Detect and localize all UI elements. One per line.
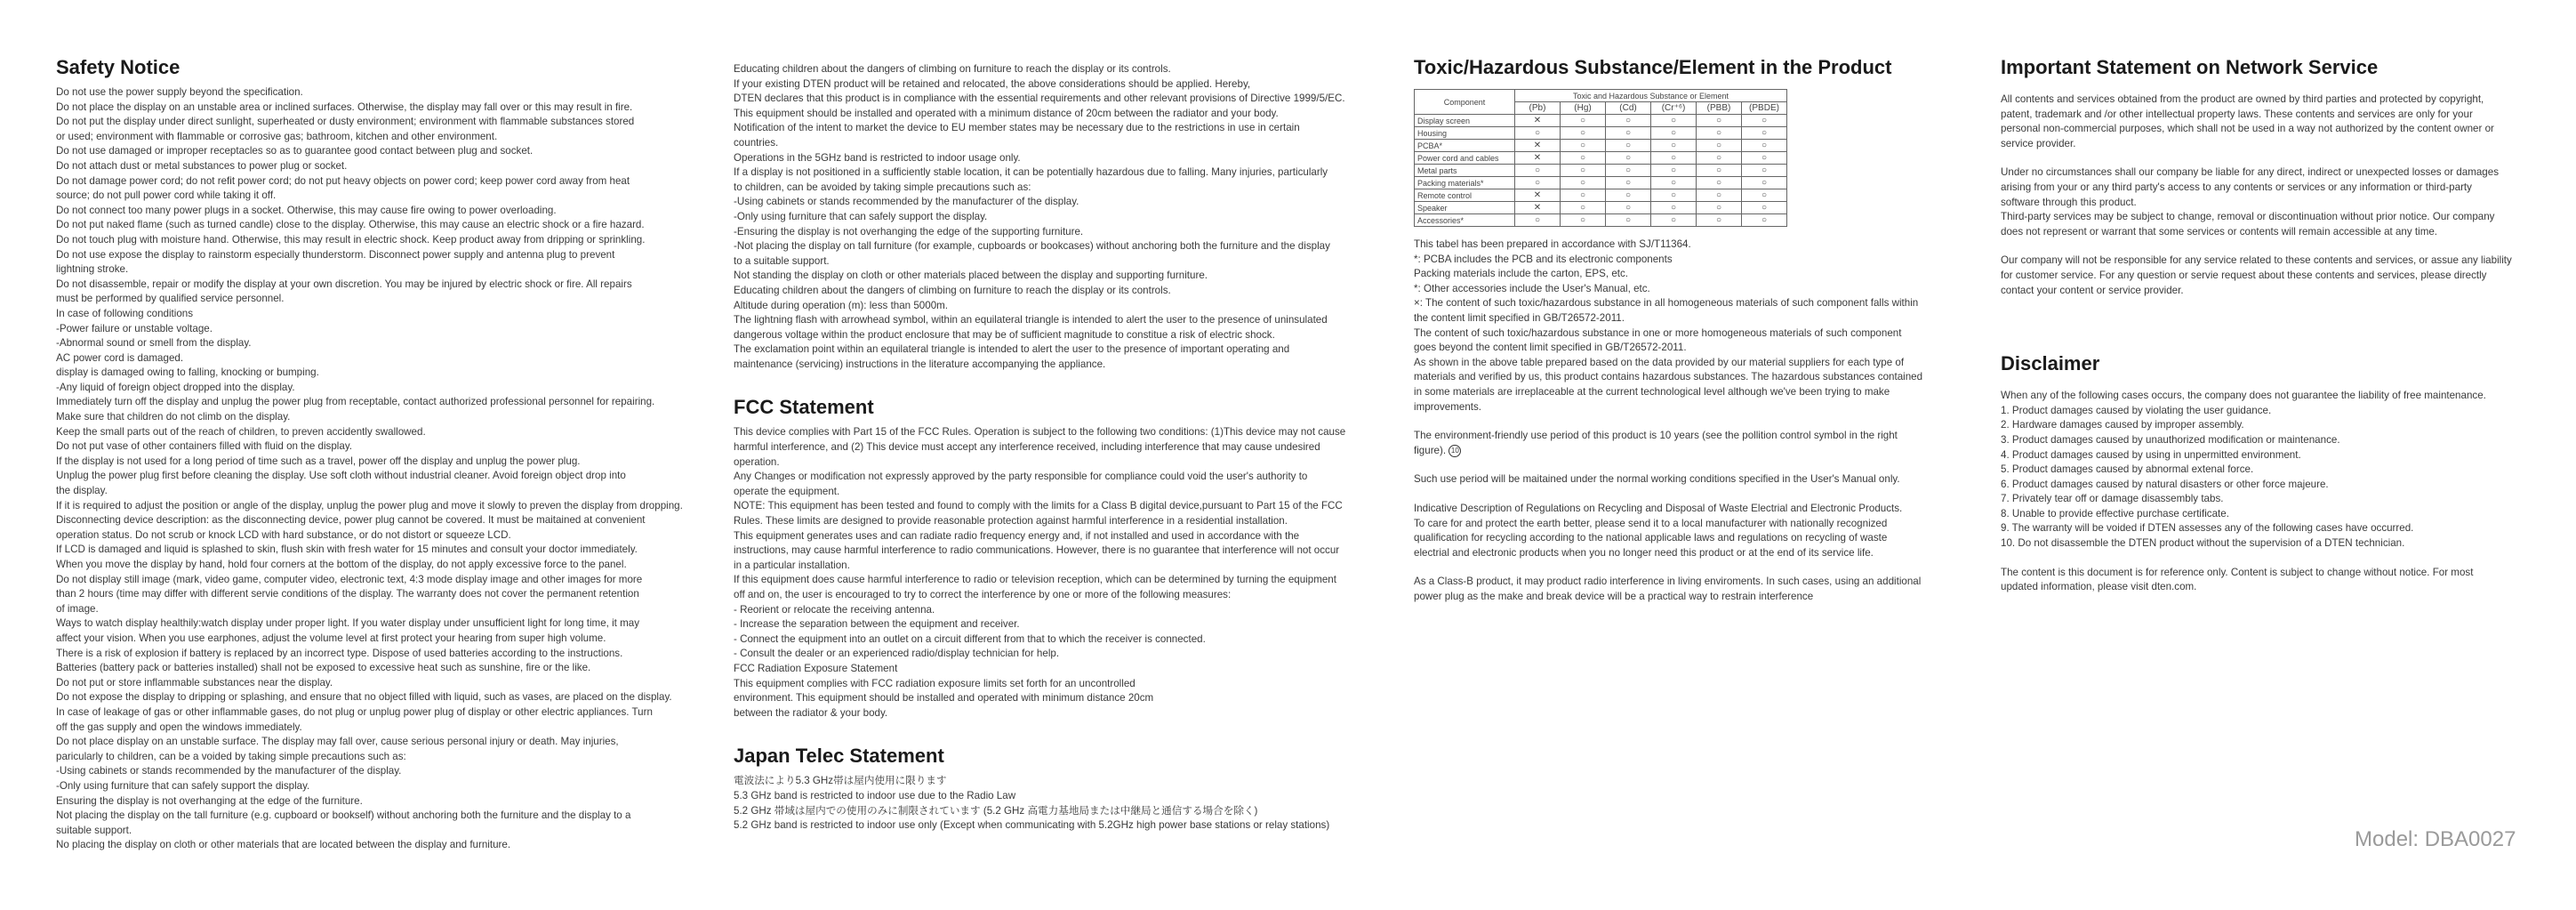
text-line: service provider. bbox=[2001, 137, 2076, 149]
japan-telec-body bbox=[734, 774, 1383, 833]
text-line: Altitude during operation (m): less than 5000m. bbox=[734, 299, 949, 311]
text-line: Do not put or store inflammable substances near the display. bbox=[56, 676, 333, 689]
table-row bbox=[1415, 165, 1787, 177]
toxic-substance-section bbox=[1414, 55, 1961, 604]
text-line: This device complies with Part 15 of the FCC Rules. Operation is subject to the following two conditions: (1)This device may not cause bbox=[734, 426, 1346, 439]
text-line: There is a risk of explosion if battery is replaced by an incorrect type. Dispose of used batteries according to the instructions. bbox=[56, 647, 623, 659]
text-line: contact your content or service provider. bbox=[2001, 284, 2184, 296]
substance-mark: ○ bbox=[1742, 140, 1787, 152]
network-service-title: Important Statement on Network Service bbox=[2001, 56, 2379, 78]
recycling-text bbox=[1414, 502, 1961, 560]
fcc-statement-body bbox=[734, 425, 1383, 721]
text-line: countries. bbox=[734, 136, 779, 149]
substance-mark: ○ bbox=[1697, 140, 1742, 152]
text-line: Educating children about the dangers of climbing on furniture to reach the display or its controls. bbox=[734, 63, 1171, 75]
text-line: harmful interference, and (2) This device must accept any interference received, including interference that may cause undesired bbox=[734, 441, 1320, 454]
substance-mark: ✕ bbox=[1515, 202, 1561, 214]
text-line: Do not expose the display to dripping or splashing, and ensure that no object filled with liquid, such as vases, are placed on the display. bbox=[56, 691, 672, 704]
text-line: between the radiator & your body. bbox=[734, 706, 888, 719]
text-line: -Ensuring the display is not overhanging the edge of the supporting furniture. bbox=[734, 225, 1084, 238]
text-line: In case of leakage of gas or other inflammable gases, do not plug or unplug power plug of display or other electric appliances. Turn bbox=[56, 705, 653, 718]
text-line: power plug as the make and break device will be a practical way to restrain interference bbox=[1414, 590, 1814, 602]
text-line: Do not connect too many power plugs in a socket. Otherwise, this may cause fire owing to power overloading. bbox=[56, 204, 557, 216]
text-line: Do not display still image (mark, video game, computer video, electronic text, 4:3 mode display image and other images for more bbox=[56, 573, 643, 585]
text-line: FCC Radiation Exposure Statement bbox=[734, 662, 898, 674]
text-line: software through this product. bbox=[2001, 196, 2137, 208]
text-line: This tabel has been prepared in accordance with SJ/T11364. bbox=[1414, 238, 1691, 250]
text-line: Do not damage power cord; do not refit power cord; do not put heavy objects on power cord; keep power cord away from heat bbox=[56, 174, 630, 187]
substance-mark: ○ bbox=[1651, 115, 1697, 127]
text-line: Operations in the 5GHz band is restricted to indoor usage only. bbox=[734, 151, 1021, 164]
substance-mark: ○ bbox=[1697, 189, 1742, 202]
text-line: of image. bbox=[56, 602, 99, 615]
substance-mark: ○ bbox=[1561, 214, 1606, 227]
text-line: 4. Product damages caused by using in unpermitted environment. bbox=[2001, 448, 2301, 461]
disclaimer-body bbox=[2001, 389, 2548, 552]
table-row bbox=[1415, 177, 1787, 189]
text-line: When you move the display by hand, hold four corners at the bottom of the display, do not apply excessive force to the panel. bbox=[56, 559, 627, 570]
text-line: As shown in the above table prepared based on the data provided by our material suppliers for each type of bbox=[1414, 356, 1905, 368]
text-line: Batteries (battery pack or batteries installed) shall not be exposed to excessive heat such as sunshine, fire or the like. bbox=[56, 662, 591, 674]
class-b-text bbox=[1414, 575, 1961, 604]
text-line: Do not put the display under direct sunlight, superheated or dusty environment; environment with flammable substances stored bbox=[56, 116, 635, 128]
component-name: Remote control bbox=[1415, 189, 1515, 202]
disclaimer-intro: When any of the following cases occurs, the company does not guarantee the liability of free maintenance. bbox=[2001, 390, 2486, 402]
text-line: 6. Product damages caused by natural disasters or other force majeure. bbox=[2001, 478, 2329, 490]
text-line: -Power failure or unstable voltage. bbox=[56, 322, 213, 334]
component-name: Packing materials* bbox=[1415, 177, 1515, 189]
text-line: This equipment should be installed and operated with a minimum distance of 20cm between the radiator and your body. bbox=[734, 107, 1279, 119]
eco-period-text bbox=[1414, 429, 1961, 458]
substance-mark: ○ bbox=[1515, 177, 1561, 189]
toxic-substance-table bbox=[1414, 89, 1787, 227]
text-line: must be performed by qualified service personnel. bbox=[56, 293, 285, 305]
text-line: Not standing the display on cloth or other materials placed between the display and supporting furniture. bbox=[734, 270, 1208, 282]
network-disclaimer-column bbox=[2001, 55, 2548, 595]
text-line: Educating children about the dangers of climbing on furniture to reach the display or its controls. bbox=[734, 284, 1171, 296]
text-line: -Only using furniture that can safely support the display. bbox=[734, 210, 988, 222]
text-line: Under no circumstances shall our company be liable for any direct, indirect or unexpected losses or damages bbox=[2001, 166, 2500, 179]
text-line: 3. Product damages caused by unauthorized modification or maintenance. bbox=[2001, 433, 2340, 446]
text-line: arising from your or any third party's access to any contents or services or any information or third-party bbox=[2001, 181, 2472, 193]
substance-mark: ○ bbox=[1651, 202, 1697, 214]
network-service-p2 bbox=[2001, 165, 2548, 239]
text-line: personal non-commercial purposes, which shall not be used in a way not authorized by the content owner or bbox=[2001, 123, 2494, 135]
fcc-statement-title: FCC Statement bbox=[734, 396, 874, 419]
substance-mark: ○ bbox=[1606, 115, 1651, 127]
substance-mark: ○ bbox=[1742, 214, 1787, 227]
text-line: - Increase the separation between the equipment and receiver. bbox=[734, 618, 1020, 631]
substance-mark: ○ bbox=[1742, 165, 1787, 177]
text-line: -Using cabinets or stands recommended by the manufacturer of the display. bbox=[734, 196, 1079, 208]
text-line: - Connect the equipment into an outlet on a circuit different from that to which the receiver is connected. bbox=[734, 632, 1206, 645]
text-line: Packing materials include the carton, EPS, etc. bbox=[1414, 268, 1629, 280]
japan-telec-title: Japan Telec Statement bbox=[734, 745, 944, 768]
text-line: in some materials are irreplaceable at the current technological level although we've been trying to make bbox=[1414, 385, 1890, 398]
text-line: source; do not pull power cord while taking it off. bbox=[56, 189, 277, 202]
text-line: The exclamation point within an equilateral triangle is intended to alert the user to the presence of important operating and bbox=[734, 343, 1290, 356]
text-line: -Any liquid of foreign object dropped into the display. bbox=[56, 381, 295, 393]
substance-mark: ○ bbox=[1742, 177, 1787, 189]
text-line: Do not use the power supply beyond the specification. bbox=[56, 86, 303, 98]
text-line: updated information, please visit dten.com. bbox=[2001, 581, 2197, 593]
substance-mark: ○ bbox=[1561, 140, 1606, 152]
table-row bbox=[1415, 189, 1787, 202]
text-line: Do not put naked flame (such as turned candle) close to the display. Otherwise, this may cause an electric shock or a fire hazard. bbox=[56, 219, 645, 231]
compliance-column bbox=[734, 62, 1383, 833]
substance-mark: ○ bbox=[1606, 140, 1651, 152]
text-line: -Only using furniture that can safely support the display. bbox=[56, 779, 310, 792]
text-line: - Consult the dealer or an experienced radio/display technician for help. bbox=[734, 648, 1060, 660]
text-line: patent, trademark and /or other intellectual property laws. These contents and services are only for your bbox=[2001, 108, 2473, 120]
safety-notice-title: Safety Notice bbox=[56, 56, 181, 78]
text-line: NOTE: This equipment has been tested and found to comply with the limits for a Class B digital device,pursuant to Part 15 of the FCC bbox=[734, 500, 1343, 512]
substance-mark: ○ bbox=[1515, 127, 1561, 140]
use-period-text bbox=[1414, 472, 1961, 487]
text-line: 5. Product damages caused by abnormal extenal force. bbox=[2001, 463, 2254, 476]
text-line: lightning stroke. bbox=[56, 263, 129, 276]
substance-mark: ○ bbox=[1742, 202, 1787, 214]
text-line: 電波法により5.3 GHz帯は屋内使用に限ります bbox=[734, 775, 947, 787]
eco-period-line-2-wrap bbox=[1414, 444, 1961, 459]
text-line: to a suitable support. bbox=[734, 254, 830, 267]
pollution-control-symbol-icon: 10 bbox=[1448, 445, 1461, 457]
text-line: AC power cord is damaged. bbox=[56, 351, 184, 364]
text-line: Unplug the power plug first before cleaning the display. Use soft cloth without industrial cleaner. Avoid foreign object drop into bbox=[56, 470, 626, 482]
text-line: Such use period will be maitained under the normal working conditions specified in the User's Manual only. bbox=[1414, 473, 1900, 486]
substance-mark: ○ bbox=[1561, 165, 1606, 177]
substance-mark: ○ bbox=[1742, 127, 1787, 140]
text-line: -Using cabinets or stands recommended by the manufacturer of the display. bbox=[56, 765, 402, 777]
text-line: As a Class-B product, it may product radio interference in living enviroments. In such cases, using an additional bbox=[1414, 576, 1922, 588]
text-line: operate the equipment. bbox=[734, 485, 840, 497]
substance-mark: ✕ bbox=[1515, 189, 1561, 202]
text-line: This equipment complies with FCC radiation exposure limits set forth for an uncontrolled bbox=[734, 677, 1136, 689]
text-line: If the display is not used for a long period of time such as a travel, power off the display and unplug the power plug. bbox=[56, 455, 581, 467]
substance-mark: ○ bbox=[1697, 115, 1742, 127]
substance-mark: ○ bbox=[1651, 214, 1697, 227]
text-line: operation. bbox=[734, 455, 780, 468]
substance-mark: ○ bbox=[1606, 214, 1651, 227]
substance-mark: ○ bbox=[1697, 152, 1742, 165]
substance-mark: ○ bbox=[1742, 152, 1787, 165]
text-line: the display. bbox=[56, 485, 108, 497]
component-name: Power cord and cables bbox=[1415, 152, 1515, 165]
text-line: -Not placing the display on tall furniture (for example, cupboards or bookcases) without anchoring both the furniture and the display bbox=[734, 240, 1330, 253]
text-line: Do not attach dust or metal substances to power plug or socket. bbox=[56, 159, 348, 172]
text-line: Ways to watch display healthily:watch display under proper light. If you water display under unsufficient light for long time, it may bbox=[56, 617, 640, 630]
text-line: 2. Hardware damages caused by improper assembly. bbox=[2001, 419, 2244, 431]
text-line: instructions, may cause harmful interference to radio communications. However, there is no guarantee that interference will not occur bbox=[734, 544, 1340, 557]
text-line: Rules. These limits are designed to provide reasonable protection against harmful interference in a residential installation. bbox=[734, 515, 1288, 527]
table-row bbox=[1415, 140, 1787, 152]
text-line: Keep the small parts out of the reach of children, to preven accidently swallowed. bbox=[56, 425, 426, 438]
component-header: Component bbox=[1415, 90, 1515, 115]
disclaimer-footer bbox=[2001, 566, 2548, 595]
text-line: Do not disassemble, repair or modify the display at your own discretion. You may be injured by electric shock or fire. All repairs bbox=[56, 278, 632, 290]
disclaimer-items bbox=[2001, 404, 2548, 552]
component-name: PCBA* bbox=[1415, 140, 1515, 152]
text-line: Ensuring the display is not overhanging at the edge of the furniture. bbox=[56, 794, 363, 807]
text-line: 10. Do not disassemble the DTEN product without the supervision of a DTEN technician. bbox=[2001, 537, 2405, 550]
text-line: to children, can be avoided by taking simple precautions such as: bbox=[734, 181, 1031, 193]
text-line: Third-party services may be subject to change, removal or discontinuation without prior notice. Our company bbox=[2001, 211, 2495, 223]
text-line: off the gas supply and open the windows immediately. bbox=[56, 721, 302, 733]
substance-mark: ○ bbox=[1697, 127, 1742, 140]
text-line: Do not use expose the display to rainstorm especially thunderstorm. Disconnect power supply and antenna plug to prevent bbox=[56, 248, 615, 261]
toxic-substance-title: Toxic/Hazardous Substance/Element in the Product bbox=[1414, 56, 1892, 78]
text-line: Our company will not be responsible for any service related to these contents and services, or assue any liability bbox=[2001, 254, 2512, 267]
component-name: Metal parts bbox=[1415, 165, 1515, 177]
substance-mark: ○ bbox=[1651, 165, 1697, 177]
text-line: Disconnecting device description: as the disconnecting device, power plug cannot be covered. It must be maitained at convenient bbox=[56, 514, 646, 527]
substance-mark: ○ bbox=[1606, 165, 1651, 177]
text-line: qualification for recycling according to the national applicable laws and regulations on recycling of waste bbox=[1414, 532, 1888, 544]
text-line: does not represent or warrant that some services or contents will remain accessible at any time. bbox=[2001, 225, 2438, 238]
text-line: Notification of the intent to market the device to EU member states may be necessary due to the restrictions in use in certain bbox=[734, 122, 1300, 134]
text-line: Do not touch plug with moisture hand. Otherwise, this may result in electric shock. Keep product away from dripping or sprinkling. bbox=[56, 233, 646, 246]
substance-mark: ○ bbox=[1742, 115, 1787, 127]
text-line: display is damaged owing to falling, knocking or bumping. bbox=[56, 366, 319, 379]
text-line: 8. Unable to provide effective purchase certificate. bbox=[2001, 507, 2229, 519]
substance-header: (PBB) bbox=[1697, 102, 1742, 115]
text-line: environment. This equipment should be installed and operated with minimum distance 20cm bbox=[734, 692, 1154, 705]
text-line: If it is required to adjust the position or angle of the display, unplug the power plug and move it slowly to preven the display from dropping. bbox=[56, 499, 683, 511]
substance-mark: ○ bbox=[1651, 140, 1697, 152]
toxic-notes bbox=[1414, 238, 1961, 415]
substance-mark: ○ bbox=[1606, 127, 1651, 140]
text-line: Any Changes or modification not expressly approved by the party responsible for compliance could void the user's authority to bbox=[734, 471, 1308, 483]
substance-header: (Cr⁺⁶) bbox=[1651, 102, 1697, 115]
text-line: Do not place display on an unstable surface. The display may fall over, cause serious personal injury or death. May injuries, bbox=[56, 736, 619, 748]
text-line: *: Other accessories include the User's Manual, etc. bbox=[1414, 282, 1650, 294]
text-line: paricularly to children, can be a voided by taking simple precautions such as: bbox=[56, 750, 406, 762]
text-line: The content is this document is for reference only. Content is subject to change without notice. For most bbox=[2001, 566, 2474, 578]
substance-mark: ○ bbox=[1697, 177, 1742, 189]
text-line: for customer service. For any question or servie request about these contents and services, please directly bbox=[2001, 269, 2487, 281]
substance-mark: ○ bbox=[1697, 202, 1742, 214]
text-line: materials and verified by us, this product contains hazardous substances. The hazardous substances contained bbox=[1414, 371, 1923, 383]
component-name: Housing bbox=[1415, 127, 1515, 140]
table-row bbox=[1415, 115, 1787, 127]
table-row bbox=[1415, 127, 1787, 140]
text-line: - Reorient or relocate the receiving antenna. bbox=[734, 603, 935, 616]
text-line: Do not place the display on an unstable area or inclined surfaces. Otherwise, the display may fall over or this may result in fire. bbox=[56, 101, 633, 113]
substance-header: (Pb) bbox=[1515, 102, 1561, 115]
substance-mark: ○ bbox=[1515, 165, 1561, 177]
disclaimer-title: Disclaimer bbox=[2001, 352, 2100, 375]
substance-mark: ○ bbox=[1606, 152, 1651, 165]
substance-group-header: Toxic and Hazardous Substance or Element bbox=[1515, 90, 1787, 102]
text-line: off and on, the user is encouraged to try to correct the interference by one or more of the following measures: bbox=[734, 589, 1232, 600]
substance-mark: ○ bbox=[1606, 189, 1651, 202]
safety-notice-body bbox=[56, 85, 696, 853]
text-line: 9. The warranty will be voided if DTEN assesses any of the following cases have occurred. bbox=[2001, 522, 2414, 535]
substance-mark: ○ bbox=[1561, 115, 1606, 127]
text-line: Immediately turn off the display and unplug the power plug from receptable, contact authorized professional personnel for repairing. bbox=[56, 396, 655, 408]
substance-mark: ○ bbox=[1515, 214, 1561, 227]
text-line: -Abnormal sound or smell from the display. bbox=[56, 337, 252, 350]
text-line: Do not use damaged or improper receptacles so as to guarantee good contact between plug and socket. bbox=[56, 145, 534, 157]
substance-header: (PBDE) bbox=[1742, 102, 1787, 115]
substance-mark: ○ bbox=[1561, 189, 1606, 202]
text-line: 5.2 GHz 帯域は屋内での使用のみに制限されています (5.2 GHz 高電力基地局または中継局と通信する場合を除く) bbox=[734, 804, 1258, 817]
text-line: If a display is not positioned in a sufficiently stable location, it can be potentially hazardous due to falling. Many injuries, particularly bbox=[734, 166, 1328, 179]
substance-mark: ○ bbox=[1651, 177, 1697, 189]
substance-mark: ○ bbox=[1561, 152, 1606, 165]
text-line: in a particular installation. bbox=[734, 559, 850, 571]
compliance-continuation-body bbox=[734, 62, 1383, 372]
text-line: dangerous voltage within the product enclosure that may be of sufficient magnitude to constitue a risk of electric shock. bbox=[734, 328, 1275, 341]
text-line: DTEN declares that this product is in compliance with the essential requirements and other relevant provisions of Directive 1999/5/EC. bbox=[734, 93, 1345, 105]
substance-mark: ○ bbox=[1697, 165, 1742, 177]
text-line: No placing the display on cloth or other materials that are located between the display and furniture. bbox=[56, 839, 511, 851]
substance-mark: ✕ bbox=[1515, 140, 1561, 152]
text-line: If your existing DTEN product will be retained and relocated, the above considerations should be applied. Hereby, bbox=[734, 77, 1251, 90]
text-line: To care for and protect the earth better, please send it to a local manufacturer with nationally recognized bbox=[1414, 517, 1888, 529]
text-line: This equipment generates uses and can radiate radio frequency energy and, if not installed and used in accordance with the bbox=[734, 529, 1300, 542]
safety-notice-section bbox=[56, 55, 696, 853]
text-line: electrial and electronic products when you no longer need this product or at the end of its service life. bbox=[1414, 546, 1874, 559]
text-line: ×: The content of such toxic/hazardous substance in all homogeneous materials of such component falls within bbox=[1414, 297, 1919, 310]
text-line: Not placing the display on the tall furniture (e.g. cupboard or bookself) without anchoring both the furniture and the display to a bbox=[56, 809, 631, 822]
substance-mark: ✕ bbox=[1515, 152, 1561, 165]
substance-mark: ✕ bbox=[1515, 115, 1561, 127]
text-line: In case of following conditions bbox=[56, 307, 194, 319]
text-line: maintenance (servicing) instructions in the literature accompanying the appliance. bbox=[734, 358, 1106, 370]
substance-header: (Hg) bbox=[1561, 102, 1606, 115]
substance-header: (Cd) bbox=[1606, 102, 1651, 115]
text-line: *: PCBA includes the PCB and its electronic components bbox=[1414, 253, 1673, 265]
text-line: If LCD is damaged and liquid is splashed to skin, flush skin with fresh water for 15 minutes and consult your doctor immediately. bbox=[56, 544, 638, 556]
text-line: or used; environment with flammable or corrosive gas; bathroom, kitchen and other environment. bbox=[56, 130, 498, 142]
text-line: If this equipment does cause harmful interference to radio or television reception, which can be determined by turning the equipment bbox=[734, 574, 1336, 586]
network-service-p1 bbox=[2001, 93, 2548, 151]
toxic-table-body bbox=[1415, 115, 1787, 227]
table-row bbox=[1415, 152, 1787, 165]
text-line: suitable support. bbox=[56, 824, 132, 836]
text-line: 1. Product damages caused by violating the user guidance. bbox=[2001, 404, 2272, 416]
text-line: 5.2 GHz band is restricted to indoor use only (Except when communicating with 5.2GHz high power base stations or relay stations) bbox=[734, 819, 1330, 832]
text-line: improvements. bbox=[1414, 400, 1482, 413]
table-row bbox=[1415, 214, 1787, 227]
text-line: the content limit specified in GB/T26572-2011. bbox=[1414, 311, 1625, 324]
component-name: Display screen bbox=[1415, 115, 1515, 127]
text-line: The lightning flash with arrowhead symbol, within an equilateral triangle is intended to alert the user to the presence of uninsulated bbox=[734, 314, 1328, 326]
table-row bbox=[1415, 202, 1787, 214]
text-line: Do not put vase of other containers filled with fluid on the display. bbox=[56, 440, 352, 453]
substance-mark: ○ bbox=[1561, 177, 1606, 189]
substance-mark: ○ bbox=[1651, 127, 1697, 140]
substance-mark: ○ bbox=[1651, 189, 1697, 202]
substance-mark: ○ bbox=[1742, 189, 1787, 202]
substance-mark: ○ bbox=[1561, 202, 1606, 214]
substance-mark: ○ bbox=[1606, 202, 1651, 214]
eco-period-line-2: figure). bbox=[1414, 444, 1447, 456]
eco-period-line-1: The environment-friendly use period of this product is 10 years (see the pollition control symbol in the right bbox=[1414, 430, 1898, 442]
text-line: than 2 hours (time may differ with different servie conditions of the display. The warranty does not cover the permanent retention bbox=[56, 588, 639, 600]
text-line: affect your vision. When you use earphones, adjust the volume level at first protect your hearing from super high volume. bbox=[56, 632, 606, 644]
text-line: All contents and services obtained from the product are owned by third parties and protected by copyright, bbox=[2001, 93, 2484, 105]
text-line: Indicative Description of Regulations on Recycling and Disposal of Waste Electrial and Electronic Products. bbox=[1414, 502, 1903, 514]
text-line: goes beyond the content limit specified in GB/T26572-2011. bbox=[1414, 342, 1687, 354]
model-number: Model: DBA0027 bbox=[2355, 827, 2516, 851]
text-line: The content of such toxic/hazardous substance in one or more homogeneous materials of such component bbox=[1414, 326, 1902, 339]
substance-mark: ○ bbox=[1606, 177, 1651, 189]
text-line: Make sure that children do not climb on the display. bbox=[56, 411, 291, 423]
text-line: operation status. Do not scrub or knock LCD with hard substance, or do not distort or squeeze LCD. bbox=[56, 528, 511, 541]
text-line: 7. Privately tear off or damage disassembly tabs. bbox=[2001, 493, 2224, 505]
substance-mark: ○ bbox=[1561, 127, 1606, 140]
component-name: Speaker bbox=[1415, 202, 1515, 214]
text-line: 5.3 GHz band is restricted to indoor use due to the Radio Law bbox=[734, 789, 1016, 801]
substance-mark: ○ bbox=[1697, 214, 1742, 227]
component-name: Accessories* bbox=[1415, 214, 1515, 227]
network-service-p3 bbox=[2001, 254, 2548, 298]
substance-mark: ○ bbox=[1651, 152, 1697, 165]
